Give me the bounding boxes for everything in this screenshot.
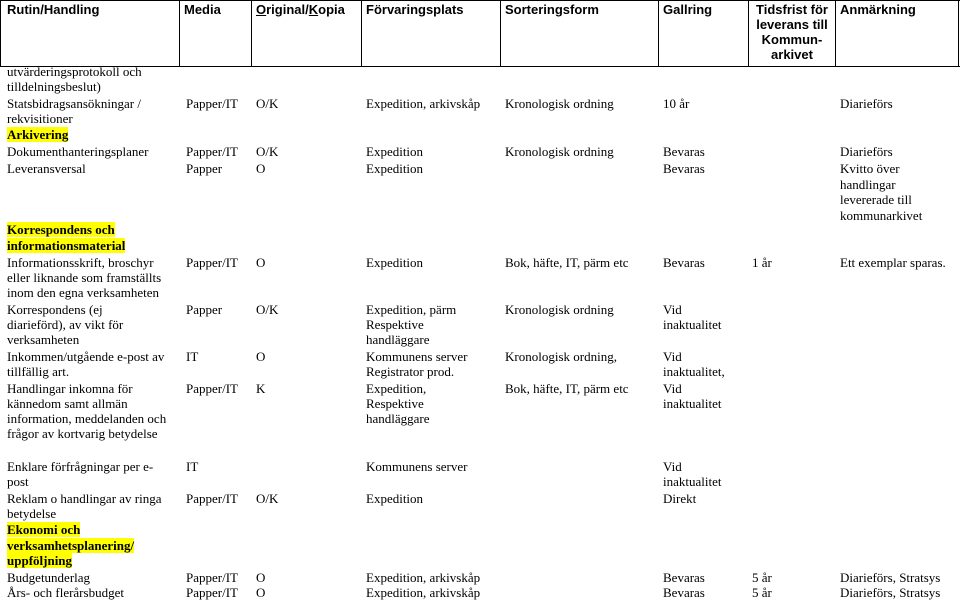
section-arkivering: Arkivering [7,127,69,142]
row-korrespondens-name: Korrespondens (ej diarieförd), av vikt för verksamheten [7,302,124,347]
row-informationsskrift-tidsfrist: 1 år [752,255,772,270]
row-budgetunderlag-media: Papper/IT [186,570,238,585]
section-ekonomi: Ekonomi och verksamhetsplanering/ uppföljning [7,522,135,568]
row-handlingar-media: Papper/IT [186,381,238,396]
row-dokument-plats: Expedition [366,144,424,159]
row-reklam-gallring: Direkt [663,491,697,506]
row-continuation: utvärderingsprotokoll och tilldelningsbeslut) [7,64,142,94]
row-budget-ok: O [256,585,266,600]
row-leveransversal-gallring: Bevaras [663,161,705,176]
row-informationsskrift-gallring: Bevaras [663,255,705,270]
section-korrespondens: Korrespondens och informationsmaterial [7,222,126,253]
row-budget-anm: Diarieförs, Stratsys [840,585,941,600]
table-header [0,0,960,66]
row-korrespondens-media: Papper [186,302,223,317]
row-dokument-gallring: Bevaras [663,144,705,159]
row-leveransversal-plats: Expedition [366,161,424,176]
row-forfragningar-name: Enklare förfrågningar per e-post [7,459,154,489]
row-statsbidrag-gallring: 10 år [663,96,690,111]
row-informationsskrift-plats: Expedition [366,255,424,270]
row-informationsskrift-name: Informationsskrift, broschyr eller liknande som framställts inom den egna verksamheten [7,255,162,300]
row-budget-tidsfrist: 5 år [752,585,772,600]
row-epost-gallring: Vid inaktualitet, [663,349,725,379]
row-epost-plats: Kommunens server Registrator prod. [366,349,468,379]
row-informationsskrift-anm: Ett exemplar sparas. [840,255,946,270]
header-rutin: Rutin/Handling [7,2,100,17]
row-statsbidrag-media: Papper/IT [186,96,238,111]
row-dokument-media: Papper/IT [186,144,238,159]
header-gallring: Gallring [663,2,713,17]
header-tidsfrist: Tidsfrist för leverans till Kommun-arkivet [756,2,828,62]
row-budget-media: Papper/IT [186,585,238,600]
row-leveransversal-media: Papper [186,161,223,176]
row-forfragningar-media: IT [186,459,199,474]
row-statsbidrag-ok: O/K [256,96,279,111]
row-leveransversal-name: Leveransversal [7,161,86,176]
row-handlingar-name: Handlingar inkomna för kännedom samt allmän information, meddelanden och frågor av kortvarig betydelse [7,381,167,441]
header-original-kopia: Original/Kopia [256,2,345,17]
row-dokument-name: Dokumenthanteringsplaner [7,144,149,159]
row-handlingar-plats: Expedition, Respektive handläggare [366,381,430,426]
header-anmarkning: Anmärkning [840,2,916,17]
top-border [0,0,960,1]
row-reklam-media: Papper/IT [186,491,238,506]
row-dokument-anm: Diarieförs [840,144,893,159]
row-dokument-sortering: Kronologisk ordning [505,144,614,159]
row-epost-sortering: Kronologisk ordning, [505,349,617,364]
row-dokument-ok: O/K [256,144,279,159]
row-statsbidrag-plats: Expedition, arkivskåp [366,96,481,111]
row-handlingar-gallring: Vid inaktualitet [663,381,722,411]
row-reklam-name: Reklam o handlingar av ringa betydelse [7,491,162,521]
row-korrespondens-sortering: Kronologisk ordning [505,302,614,317]
row-handlingar-sortering: Bok, häfte, IT, pärm etc [505,381,629,396]
row-korrespondens-plats: Expedition, pärm Respektive handläggare [366,302,457,347]
row-budgetunderlag-anm: Diarieförs, Stratsys [840,570,941,585]
row-statsbidrag-sortering: Kronologisk ordning [505,96,614,111]
row-reklam-ok: O/K [256,491,279,506]
row-statsbidrag-name: Statsbidragsansökningar / rekvisitioner [7,96,141,126]
header-forvaringsplats: Förvaringsplats [366,2,464,17]
row-korrespondens-ok: O/K [256,302,279,317]
header-sorteringsform: Sorteringsform [505,2,599,17]
row-handlingar-ok: K [256,381,266,396]
row-budgetunderlag-ok: O [256,570,266,585]
row-forfragningar-plats: Kommunens server [366,459,468,474]
row-budget-gallring: Bevaras [663,585,705,600]
header-media: Media [184,2,221,17]
row-budget-plats: Expedition, arkivskåp [366,585,481,600]
row-statsbidrag-anm: Diarieförs [840,96,893,111]
row-korrespondens-gallring: Vid inaktualitet [663,302,722,332]
row-budget-name: Års- och flerårsbudget [7,585,124,600]
row-budgetunderlag-name: Budgetunderlag [7,570,91,585]
row-leveransversal-anm: Kvitto över handlingar levererade till kommunarkivet [840,161,923,223]
row-forfragningar-gallring: Vid inaktualitet [663,459,722,489]
row-informationsskrift-media: Papper/IT [186,255,238,270]
row-informationsskrift-sortering: Bok, häfte, IT, pärm etc [505,255,629,270]
row-budgetunderlag-plats: Expedition, arkivskåp [366,570,481,585]
row-epost-ok: O [256,349,266,364]
row-epost-media: IT [186,349,199,364]
row-budgetunderlag-gallring: Bevaras [663,570,705,585]
row-informationsskrift-ok: O [256,255,266,270]
row-leveransversal-ok: O [256,161,266,176]
row-epost-name: Inkommen/utgående e-post av tillfällig art. [7,349,165,379]
row-budgetunderlag-tidsfrist: 5 år [752,570,772,585]
row-reklam-plats: Expedition [366,491,424,506]
